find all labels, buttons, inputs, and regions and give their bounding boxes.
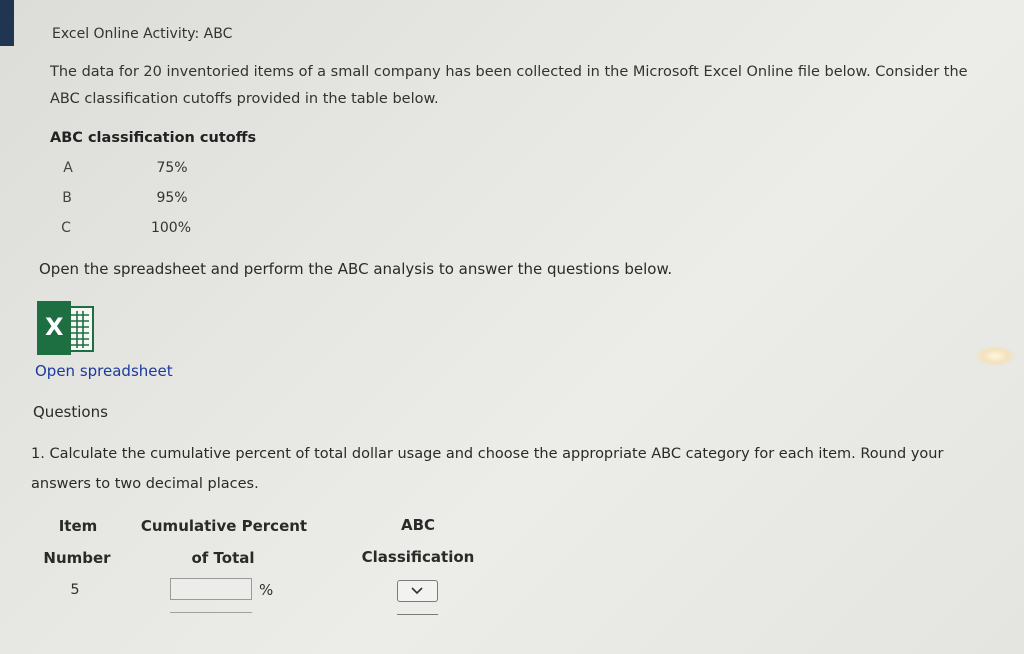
instruction-text: Open the spreadsheet and perform the ABC analysis to answer the questions below.	[39, 260, 673, 278]
intro-text: The data for 20 inventoried items of a small company has been collected in the Microsoft Excel Online file below. Consider the ABC classification cutoffs provided in the table below.	[50, 64, 968, 107]
cutoff-class-c: C	[61, 220, 71, 236]
cumulative-percent-input[interactable]	[170, 578, 252, 600]
abc-classification-select[interactable]	[397, 580, 438, 602]
question-1-text: 1. Calculate the cumulative percent of total dollar usage and choose the appropriate ABC category for each item. Round your answers to two decimal places.	[31, 446, 944, 492]
header-number: Number	[43, 549, 111, 567]
chevron-down-icon	[411, 587, 423, 595]
header-of-total: of Total	[191, 549, 255, 567]
header-abc: ABC	[400, 516, 436, 534]
abc-classification-select-next[interactable]	[397, 614, 438, 618]
excel-icon-letter: X	[45, 313, 64, 341]
cutoffs-title: ABC classification cutoffs	[50, 130, 257, 146]
cutoff-pct-a: 75%	[156, 160, 188, 176]
item-number-cell: 5	[70, 582, 80, 598]
cutoff-pct-c: 100%	[150, 220, 192, 236]
cumulative-percent-input-next[interactable]	[170, 612, 252, 616]
open-spreadsheet-link[interactable]: Open spreadsheet	[35, 362, 173, 380]
excel-icon[interactable]	[37, 301, 97, 355]
activity-title: Excel Online Activity: ABC	[52, 26, 233, 42]
header-item: Item	[58, 517, 98, 535]
header-classification: Classification	[361, 548, 475, 566]
cutoff-pct-b: 95%	[156, 190, 188, 206]
cutoff-class-b: B	[62, 190, 72, 206]
header-cumulative-percent: Cumulative Percent	[140, 517, 308, 535]
light-glare	[975, 346, 1015, 366]
cutoff-class-a: A	[63, 160, 73, 176]
window-edge	[0, 0, 14, 46]
percent-unit: %	[259, 581, 274, 599]
questions-heading: Questions	[33, 403, 108, 421]
